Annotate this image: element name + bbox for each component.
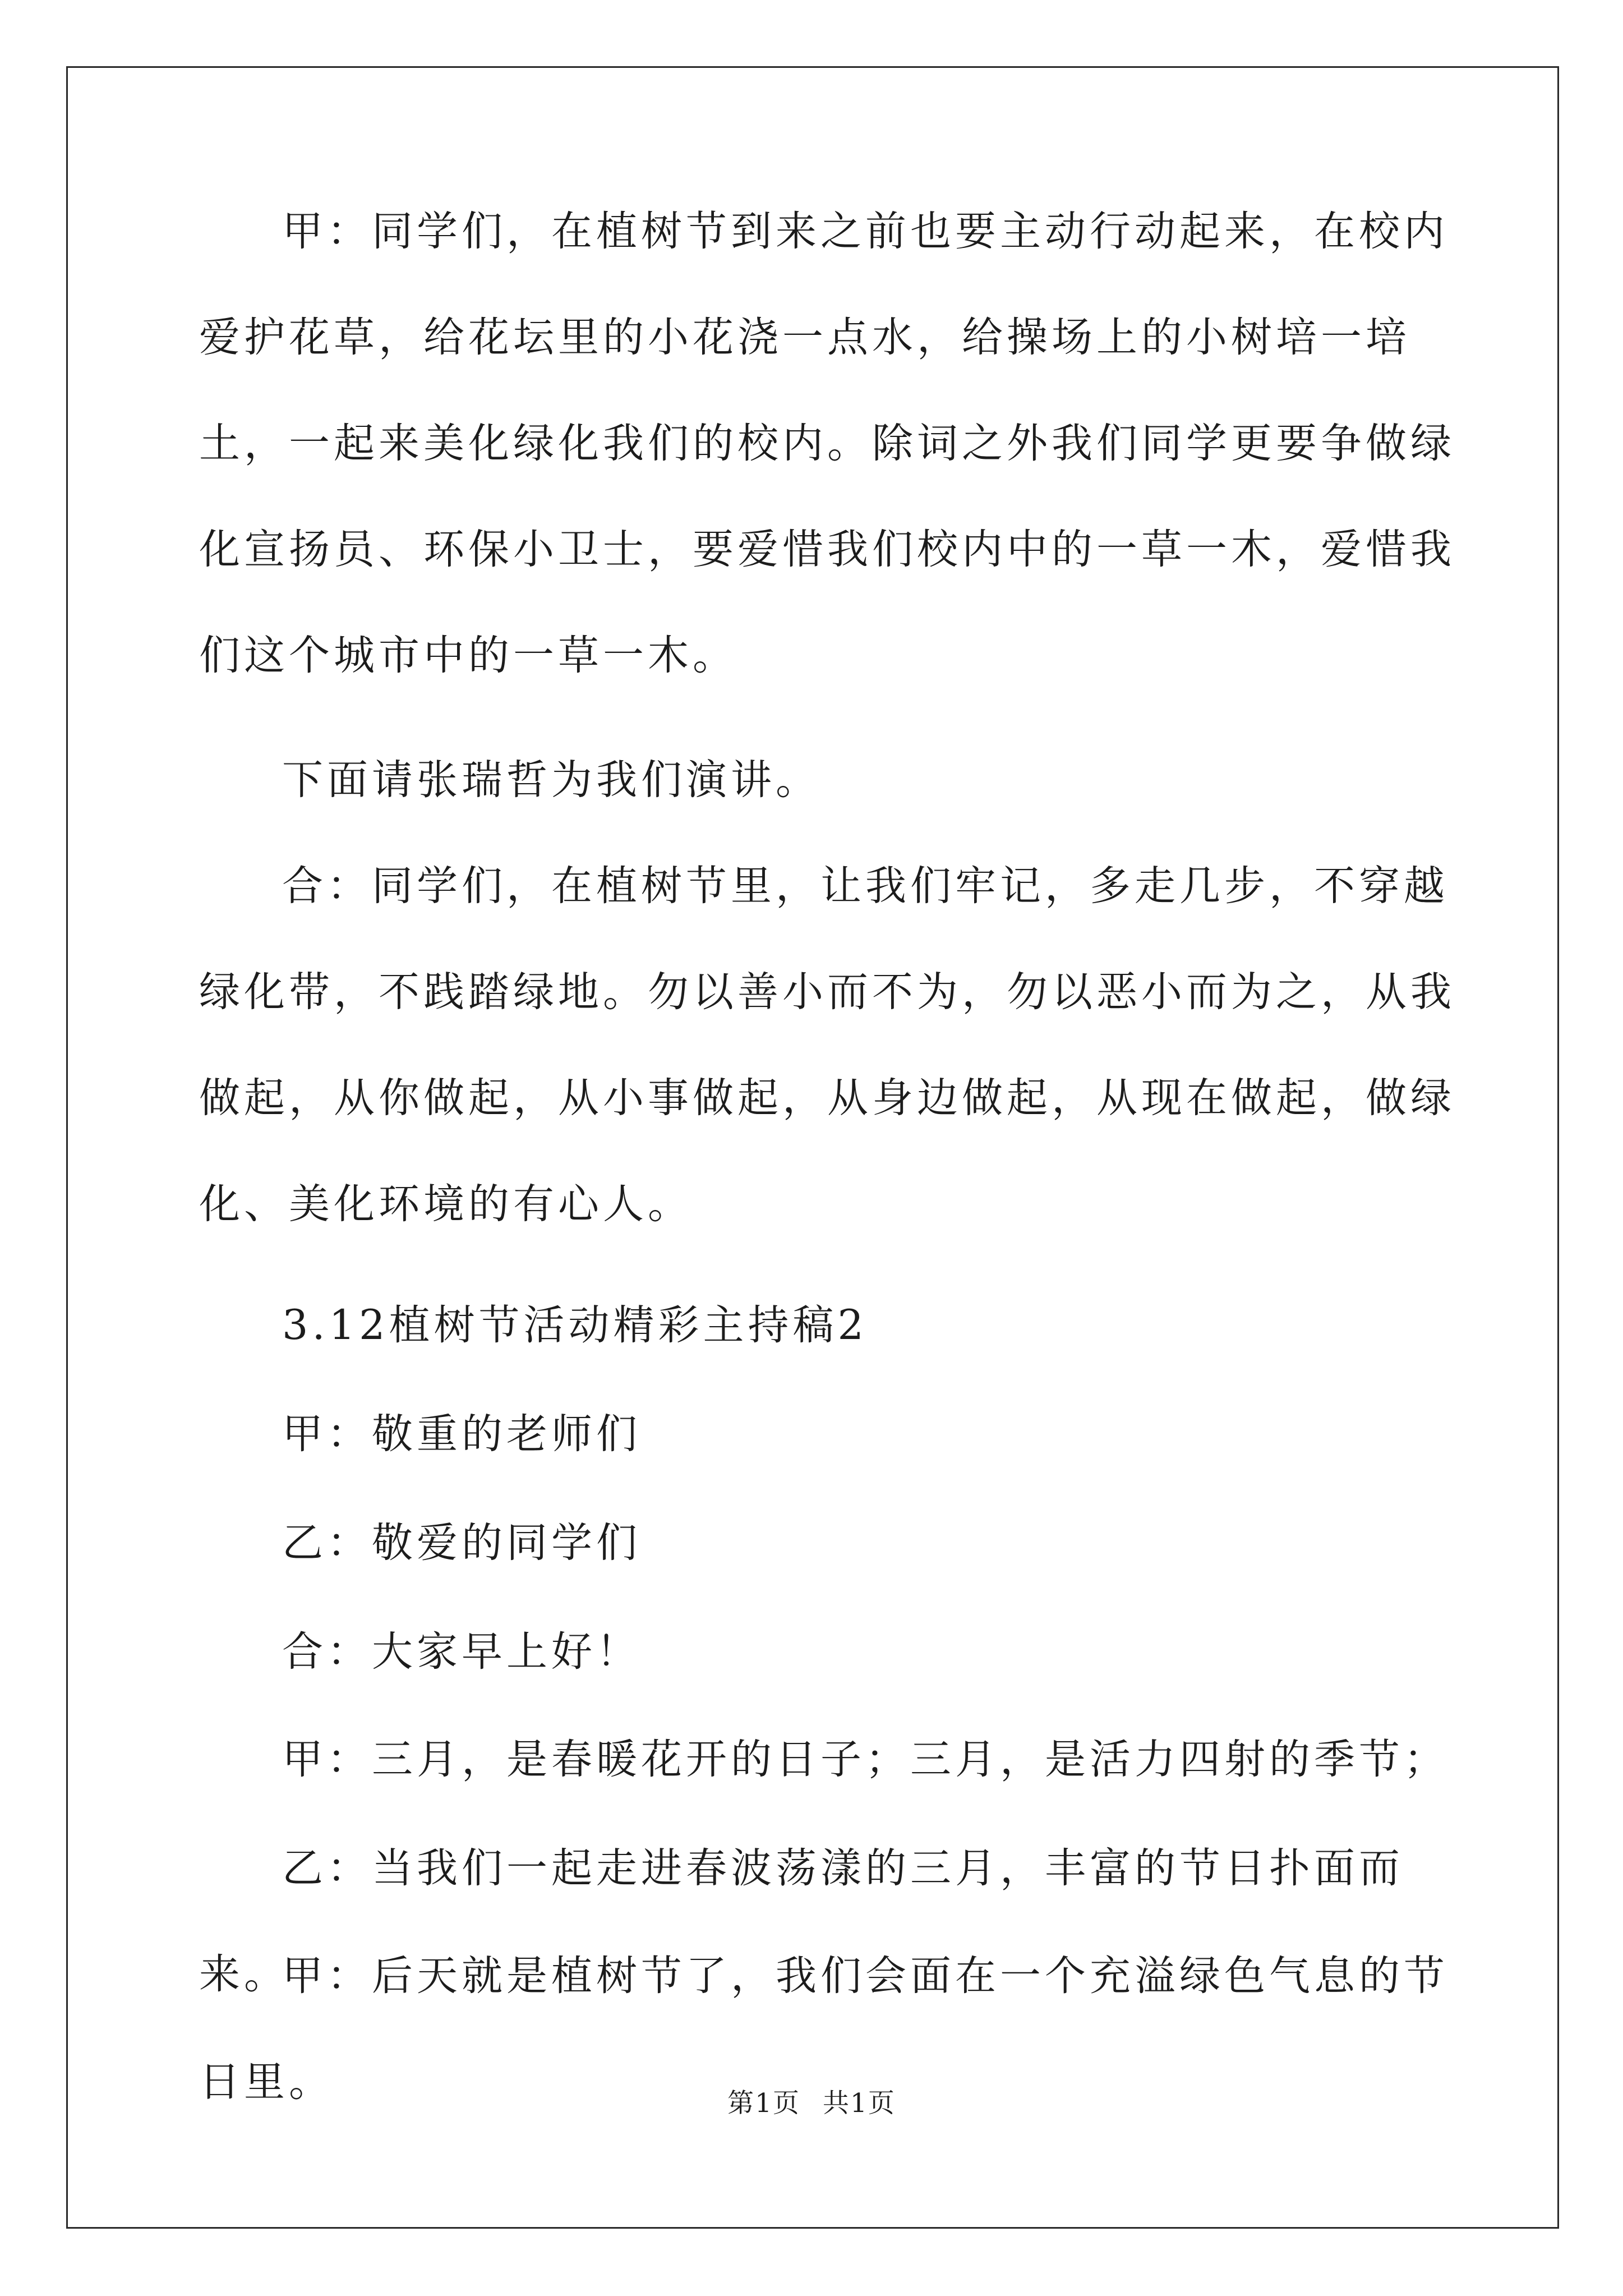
paragraph: 甲：后天就是植树节了，我们会面在一个充溢绿色气息的节日里。 — [199, 1952, 1449, 2106]
page-number-total: 共1页 — [823, 2088, 896, 2119]
paragraph: 下面请张瑞哲为我们演讲。 — [282, 756, 820, 804]
paragraph: 甲：同学们，在植树节到来之前也要主动行动起来，在校内爱护花草，给花坛里的小花浇一点水，给操场上的小树培一培土，一起来美化绿化我们的校内。除词之外我们同学更要争做绿化宣扬员、环保小卫士，要爱惜我们校内中的一草一木，爱惜我们这个城市中的一草一木。 — [199, 208, 1455, 679]
paragraph: 乙：当我们一起走进春波荡漾的三月，丰富的节日扑面而来。 — [199, 1844, 1404, 1998]
paragraph: 3.12植树节活动精彩主持稿2 — [282, 1301, 868, 1349]
page-footer — [0, 2082, 1623, 2120]
paragraph: 甲：三月，是春暖花开的日子；三月，是活力四射的季节； — [282, 1736, 1449, 1783]
paragraph: 合：同学们，在植树节里，让我们牢记，多走几步，不穿越绿化带，不践踏绿地。勿以善小而不为，勿以恶小而为之，从我做起，从你做起，从小事做起，从身边做起，从现在做起，做绿化、美化环境的有心人。 — [199, 862, 1455, 1228]
paragraph: 合：大家早上好！ — [282, 1628, 641, 1676]
page-number-current: 第1页 — [727, 2088, 800, 2119]
paragraph: 甲：敬重的老师们 — [282, 1410, 641, 1458]
paragraph: 乙：敬爱的同学们 — [282, 1519, 641, 1567]
